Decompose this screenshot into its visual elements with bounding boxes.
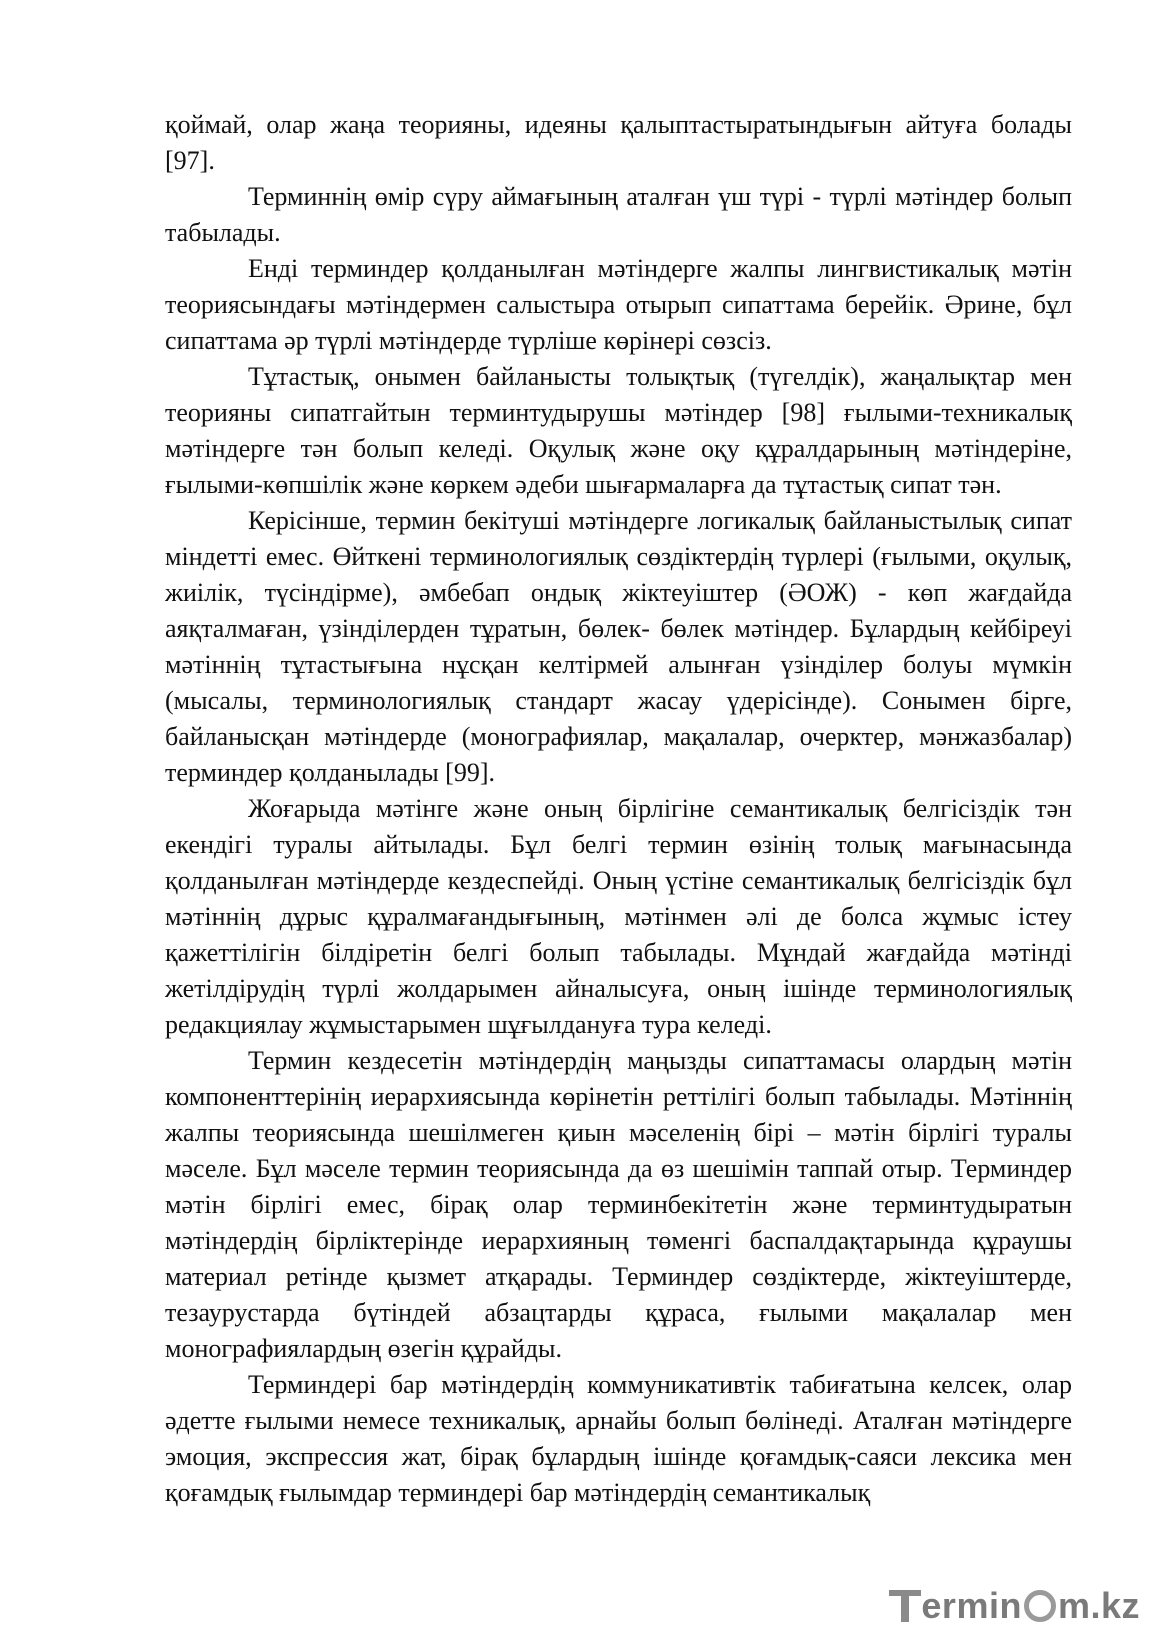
paragraph-7: Термин кездесетін мәтіндердің маңызды сипаттамасы олардың мәтін компоненттерінің иерархиясында көрінетін реттілігі болып табылады. Мәтіннің жалпы теориясында шешілмеген қиын мәселенің бірі – мәтін бірлігі туралы мәселе. Бұл мәселе термин теориясында да өз шешімін таппай отыр. Терминдер мәтін бірлігі емес, бірақ олар терминбекітетін және терминтудыратын мәтіндердің бірліктерінде иерархияның төменгі баспалдақтарында құраушы материал ретінде қызмет атқарады. Терминдер сөздіктерде, жіктеуіштерде, тезаурустарда бүтіндей абзацтарды құраса, ғылыми мақалалар мен монографиялардың өзегін құрайды.	[165, 1046, 1072, 1363]
paragraph-5: Керісінше, термин бекітуші мәтіндерге логикалық байланыстылық сипат міндетті емес. Өйткені терминологиялық сөздіктердің түрлері (ғылыми, оқулық, жиілік, түсіндірме), әмбебап ондық жіктеуіштер (ӘОЖ) - көп жағдайда аяқталмаған, үзінділерден тұратын, бөлек- бөлек мәтіндер. Бұлардың кейбіреуі мәтіннің тұтастығына нұсқан келтірмей алынған үзінділер болуы мүмкін (мысалы, терминологиялық стандарт жасау үдерісінде). Сонымен бірге, байланысқан мәтіндерде (монографиялар, мақалалар, очерктер, мәнжазбалар) терминдер қолданылады [99].	[165, 506, 1072, 787]
paragraph-3: Енді терминдер қолданылған мәтіндерге жалпы лингвистикалық мәтін теориясындағы мәтіндермен салыстыра отырып сипаттама берейік. Әрине, бұл сипаттама әр түрлі мәтіндерде түрліше көрінері сөзсіз.	[165, 254, 1072, 355]
paragraph-2: Терминнің өмір сүру аймағының аталған үш түрі - түрлі мәтіндер болып табылады.	[165, 182, 1072, 247]
termincom-watermark-logo	[889, 1585, 1140, 1627]
paragraph-1: қоймай, олар жаңа теорияны, идеяны қалыптастыратындығын айтуға болады [97].	[165, 110, 1072, 175]
watermark-text-part2: m.kz	[1057, 1585, 1140, 1626]
paragraph-8: Терминдері бар мәтіндердің коммуникативтік табиғатына келсек, олар әдетте ғылыми немесе техникалық, арнайы болып бөлінеді. Аталған мәтіндерге эмоция, экспрессия жат, бірақ бұлардың ішінде қоғамдық-саяси лексика мен қоғамдық ғылымдар терминдері бар мәтіндердің семантикалық	[165, 1370, 1072, 1507]
paragraph-6: Жоғарыда мәтінге және оның бірлігіне семантикалық белгісіздік тән екендігі туралы айтылады. Бұл белгі термин өзінің толық мағынасында қолданылған мәтіндерде кездеспейді. Оның үстіне семантикалық белгісіздік бұл мәтіннің дұрыс құралмағандығының, мәтінмен әлі де болса жұмыс істеу қажеттілігін білдіретін белгі болып табылады. Мұндай жағдайда мәтінді жетілдірудің түрлі жолдарымен айналысуға, оның ішінде терминологиялық редакциялау жұмыстарымен шұғылдануға тура келеді.	[165, 794, 1072, 1039]
o-ring-icon	[1024, 1590, 1056, 1622]
document-body	[165, 107, 1072, 1511]
watermark-text-part1: ermin	[921, 1585, 1022, 1626]
t-letter-icon	[889, 1588, 921, 1624]
paragraph-4: Тұтастық, онымен байланысты толықтық (түгелдік), жаңалықтар мен теорияны сипатгайтын терминтудырушы мәтіндер [98] ғылыми-техникалық мәтіндерге тән болып келеді. Оқулық және оқу құралдарының мәтіндеріне, ғылыми-көпшілік және көркем әдеби шығармаларға да тұтастық сипат тән.	[165, 362, 1072, 499]
